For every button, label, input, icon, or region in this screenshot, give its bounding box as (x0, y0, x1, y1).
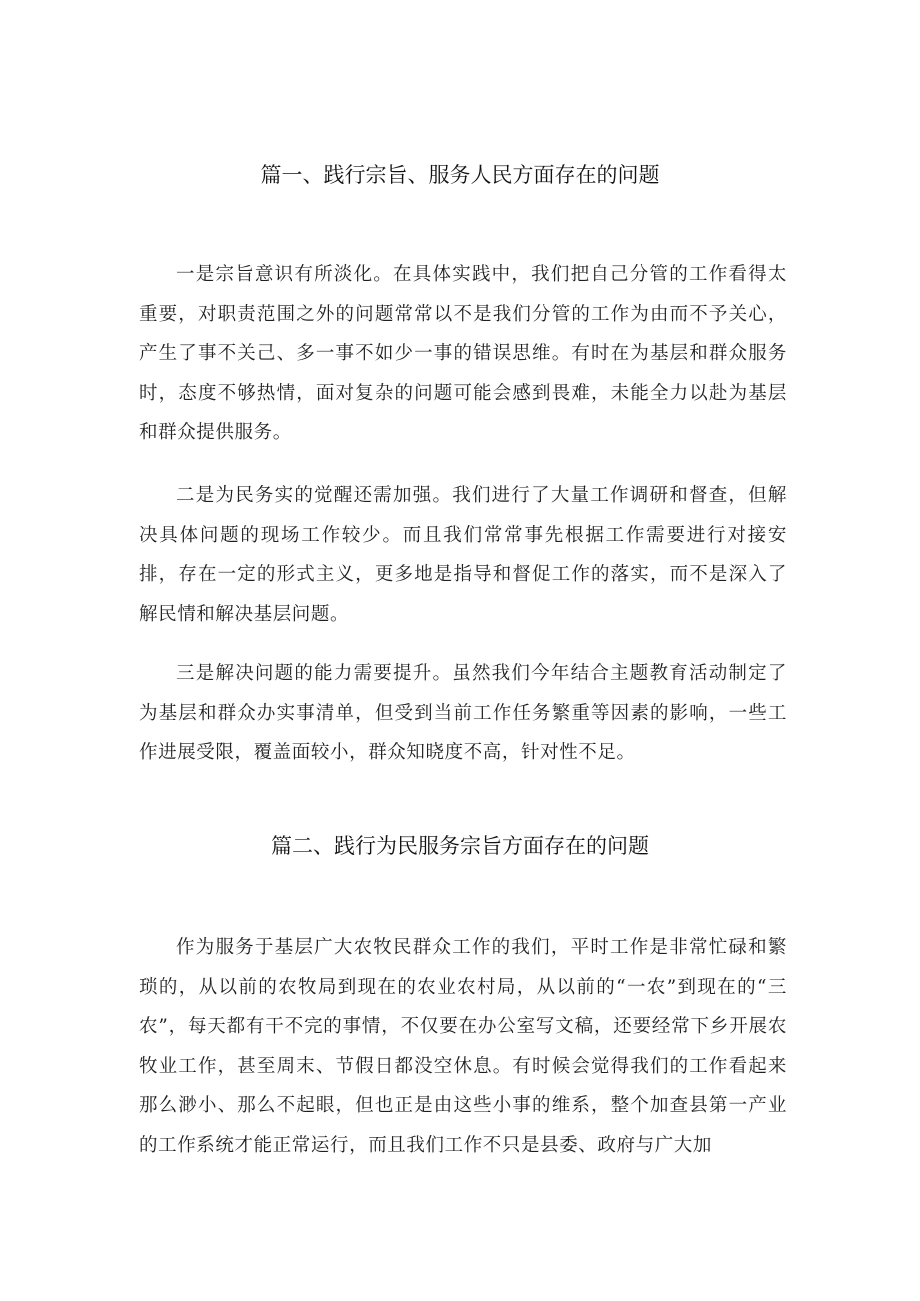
section-2-paragraph-1: 作为服务于基层广大农牧民群众工作的我们，平时工作是非常忙碌和繁琐的，从以前的农牧局到现在的农业农村局，从以前的“一农”到现在的“三农”，每天都有干不完的事情，不仅要在办公室写文稿，还要经常下乡开展农牧业工作，甚至周末、节假日都没空休息。有时候会觉得我们的工作看起来那么渺小、那么不起眼，但也正是由这些小事的维系，整个加查县第一产业的工作系统才能正常运行，而且我们工作不只是县委、政府与广大加 (139, 937, 787, 1156)
section-title-1: 篇一、践行宗旨、服务人民方面存在的问题 (260, 163, 660, 187)
section-1-paragraph-3: 三是解决问题的能力需要提升。虽然我们今年结合主题教育活动制定了为基层和群众办实事清单，但受到当前工作任务繁重等因素的影响，一些工作进展受限，覆盖面较小，群众知晓度不高，针对性不足。 (139, 663, 787, 763)
section-1-paragraph-1: 一是宗旨意识有所淡化。在具体实践中，我们把自己分管的工作看得太重要，对职责范围之外的问题常常以不是我们分管的工作为由而不予关心，产生了事不关己、多一事不如少一事的错误思维。有时在为基层和群众服务时，态度不够热情，面对复杂的问题可能会感到畏难，未能全力以赴为基层和群众提供服务。 (139, 264, 787, 443)
section-title-2: 篇二、践行为民服务宗旨方面存在的问题 (271, 834, 649, 858)
section-1-paragraph-2: 二是为民务实的觉醒还需加强。我们进行了大量工作调研和督查，但解决具体问题的现场工作较少。而且我们常常事先根据工作需要进行对接安排，存在一定的形式主义，更多地是指导和督促工作的落实，而不是深入了解民情和解决基层问题。 (139, 485, 787, 625)
